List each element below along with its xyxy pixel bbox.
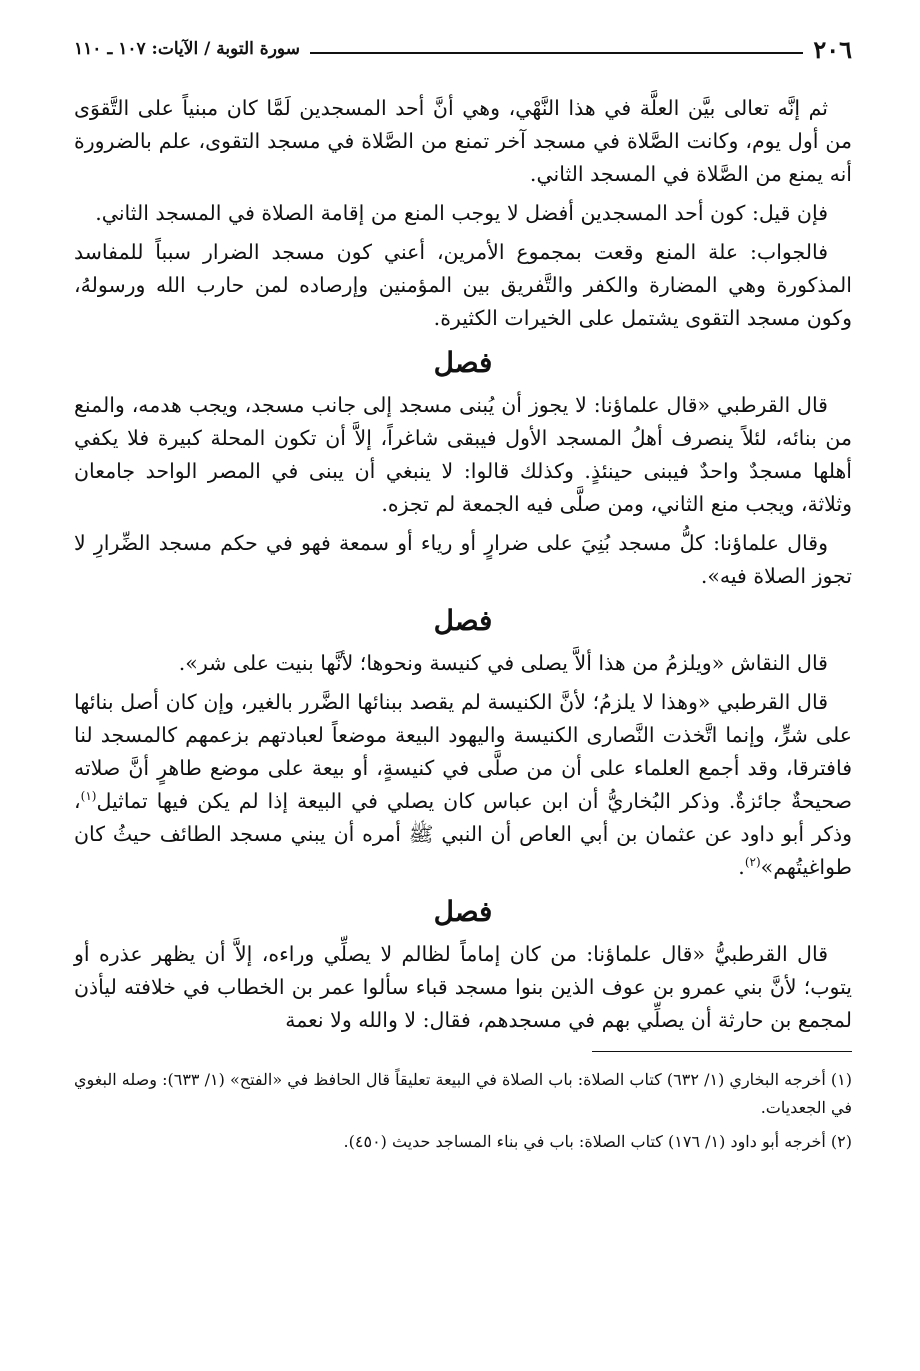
- page-header: [74, 32, 852, 66]
- paragraph: فإن قيل: كون أحد المسجدين أفضل لا يوجب المنع من إقامة الصلاة في المسجد الثاني.: [95, 201, 828, 225]
- body-text: [74, 92, 852, 1037]
- footnotes: [74, 1066, 852, 1156]
- paragraph: قال القرطبيُّ «قال علماؤنا: من كان إماماً لظالم لا يصلِّي وراءه، إلاَّ أن يظهر عذره أو يتوب؛ لأنَّ بني عمرو بن عوف الذين بنوا مسجد قباء سألوا عمر بن الخطاب في خلافته ليأذن لمجمع بن حارثة أن يصلِّي بهم في مسجدهم، فقال: لا والله ولا نعمة: [74, 942, 852, 1032]
- section-heading: فصل: [433, 604, 493, 637]
- footnote-divider: [592, 1051, 852, 1052]
- paragraph-with-footnote-refs: قال القرطبي «وهذا لا يلزمُ؛ لأنَّ الكنيسة لم يقصد ببنائها الضَّرر بالغير، وإن كان أصل بنائها على شرٍّ، وإنما اتَّخذت النَّصارى الكنيسة واليهود البيعة موضعاً لعبادتهم بزعمهم كالمسجد لنا فافترقا، وقد أجمع العلماء على أن من صلَّى في كنيسةٍ، أو بيعة على موضع طاهرٍ أنَّ صلاته صحيحةٌ جائزةٌ. وذكر البُخاريُّ أن ابن عباس كان يصلي في البيعة إذا لم يكن فيها تماثيل$^{(١)}$، وذكر أبو داود عن عثمان بن أبي العاص أن النبي ﷺ أمره أن يبني مسجد الطائف حيثُ كان طواغيتُهم»$^{(٢)}$.: [74, 690, 852, 879]
- section-heading: فصل: [433, 895, 493, 928]
- paragraph-text: قال القرطبي «وهذا لا يلزمُ؛ لأنَّ الكنيسة لم يقصد ببنائها الضَّرر بالغير، وإن كان أصل بنائها على شرٍّ، وإنما اتَّخذت النَّصارى الكنيسة واليهود البيعة موضعاً لعبادتهم بزعمهم كالمسجد لنا فافترقا، وقد أجمع العلماء على أن من صلَّى في كنيسةٍ، أو بيعة على موضع طاهرٍ أنَّ صلاته صحيحةٌ جائزةٌ. وذكر البُخاريُّ أن ابن عباس كان يصلي في البيعة إذا لم يكن فيها تماثيل: [74, 690, 852, 813]
- running-head: سورة التوبة / الآيات: ١٠٧ ـ ١١٠: [74, 39, 300, 59]
- paragraph: قال النقاش «ويلزمُ من هذا ألاَّ يصلى في كنيسة ونحوها؛ لأنَّها بنيت على شر».: [178, 651, 828, 675]
- footnote-ref-1: (١): [80, 789, 97, 804]
- footnote-2: (٢) أخرجه أبو داود (١/ ١٧٦) كتاب الصلاة: باب في بناء المساجد حديث (٤٥٠).: [343, 1132, 852, 1151]
- footnote-ref-2: (٢): [744, 855, 761, 870]
- section-heading: فصل: [433, 346, 493, 379]
- paragraph: وقال علماؤنا: كلُّ مسجد بُنِيَ على ضرارٍ أو رياء أو سمعة فهو في حكم مسجد الضِّرارِ لا تجوز الصلاة فيه».: [74, 531, 852, 588]
- footnote-1: (١) أخرجه البخاري (١/ ٦٣٢) كتاب الصلاة: باب الصلاة في البيعة تعليقاً قال الحافظ في «الفتح» (١/ ٦٣٣): وصله البغوي في الجعديات.: [74, 1070, 852, 1117]
- header-rule: [310, 52, 803, 54]
- paragraph: ثم إنَّه تعالى بيَّن العلَّة في هذا النَّهْي، وهي أنَّ أحد المسجدين لَمَّا كان مبنياً على التَّقوَى من أول يوم، وكانت الصَّلاة في مسجد آخر تمنع من الصَّلاة في مسجد التقوى، علم بالضرورة أنه يمنع من الصَّلاة في المسجد الثاني.: [74, 96, 852, 186]
- page-number: ٢٠٦: [813, 34, 852, 64]
- paragraph: قال القرطبي «قال علماؤنا: لا يجوز أن يُبنى مسجد إلى جانب مسجد، ويجب هدمه، والمنع من بنائه، لئلاً ينصرف أهلُ المسجد الأول فيبقى شاغراً، إلاَّ أن تكون المحلة كبيرة فلا يكفي أهلها مسجدٌ واحدٌ فيبنى حينئذٍ. وكذلك قالوا: لا ينبغي أن يبنى في المصر الواحد جامعان وثلاثة، ويجب منع الثاني، ومن صلَّى فيه الجمعة لم تجزه.: [74, 393, 852, 516]
- paragraph: فالجواب: علة المنع وقعت بمجموع الأمرين، أعني كون مسجد الضرار سبباً للمفاسد المذكورة وهي المضارة والكفر والتَّفريق بين المؤمنين وإرصاده لمن حارب الله ورسولهُ، وكون مسجد التقوى يشتمل على الخيرات الكثيرة.: [74, 240, 852, 330]
- paragraph-text-tail: ، وذكر أبو داود عن عثمان بن أبي العاص أن النبي ﷺ أمره أن يبني مسجد الطائف حيثُ كان طواغيتُهم»: [74, 789, 852, 879]
